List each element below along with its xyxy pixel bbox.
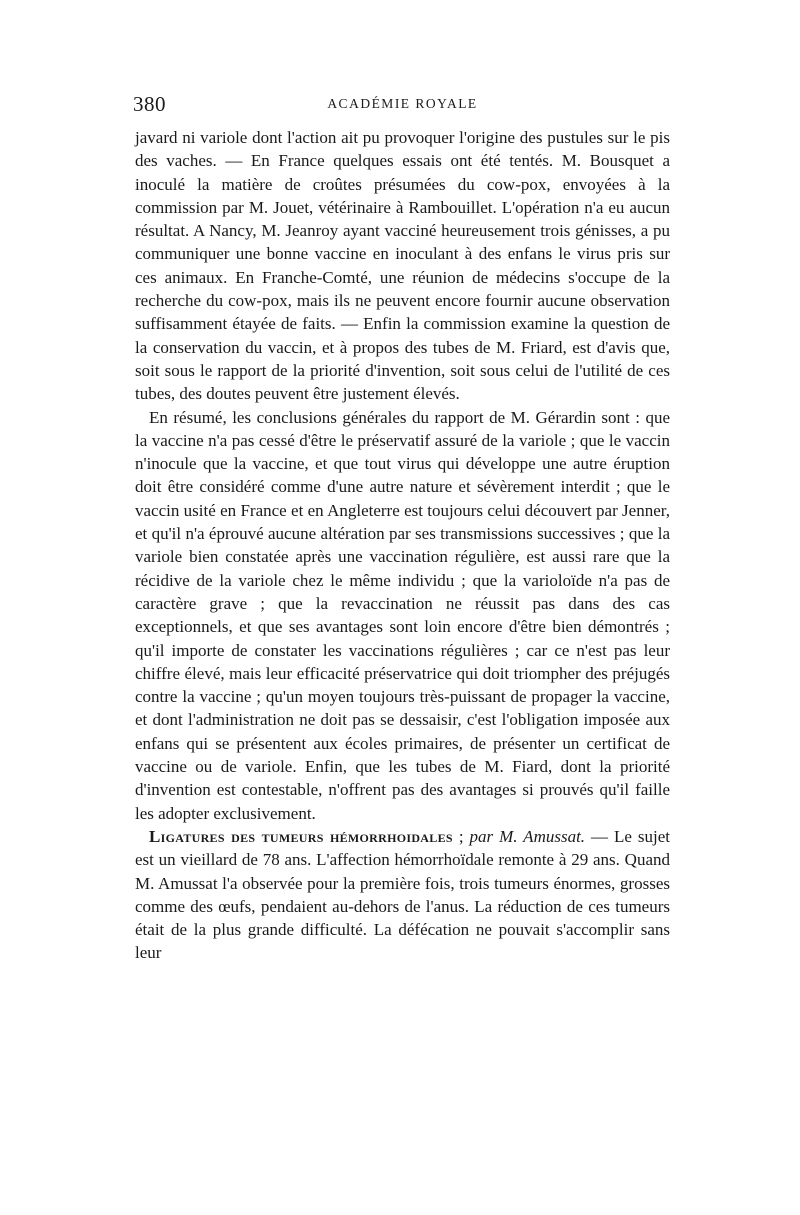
running-head: ACADÉMIE ROYALE: [327, 96, 478, 111]
page-body: [135, 126, 670, 965]
section-heading: Ligatures des tumeurs hémorrhoidales: [149, 826, 453, 846]
paragraph-1: javard ni variole dont l'action ait pu provoquer l'origine des pustules sur le pis des vaches. — En France quelques essais ont été tentés. M. Bousquet a inoculé la matière de croûtes présumées du cow-pox, envoyées à la commission par M. Jouet, vétérinaire à Rambouillet. L'opération n'a eu aucun résultat. A Nancy, M. Jeanroy ayant vacciné heureusement trois génisses, a pu communiquer une bonne vaccine en inoculant à des enfans le virus pris sur ces animaux. En Franche-Comté, une réunion de médecins s'occupe de la recherche du cow-pox, mais ils ne peuvent encore fournir aucune observation suffisamment étayée de faits. — Enfin la commission examine la question de la conservation du vaccin, et à propos des tubes de M. Friard, est d'avis que, soit sous le rapport de la priorité d'invention, soit sous celui de l'utilité de ces tubes, des doutes peuvent être justement élevés.: [135, 128, 670, 404]
section-author: par M. Amussat.: [469, 826, 586, 846]
paragraph-3-text: — Le sujet est un vieillard de 78 ans. L'affection hémorrhoïdale remonte à 29 ans. Quand M. Amussat l'a observée pour la première fois, trois tumeurs énormes, grosses comme des œufs, pendaient au-dehors de l'anus. La réduction de ces tumeurs était de la plus grande difficulté. La défécation ne pouvait s'accomplir sans leur: [135, 826, 670, 963]
page-header: [135, 92, 670, 126]
book-page: [135, 92, 670, 965]
paragraph-2: En résumé, les conclusions générales du rapport de M. Gérardin sont : que la vaccine n'a pas cessé d'être le préservatif assuré de la variole ; que le vaccin n'inocule que la vaccine, et que tout virus qui développe une autre éruption doit être considéré comme d'une autre nature et sévèrement interdit ; que le vaccin usité en France et en Angleterre est toujours celui découvert par Jenner, et qu'il n'a éprouvé aucune altération par ses transmissions successives ; que la variole bien constatée après une vaccination régulière, est aussi rare que la récidive de la variole chez le même individu ; que la varioloïde n'a pas de caractère grave ; que la revaccination ne réussit pas dans des cas exceptionnels, et que ses avantages sont loin encore d'être bien démontrés ; qu'il importe de constater les vaccinations régulières ; car ce n'est pas leur chiffre élevé, mais leur efficacité préservatrice qui doit triompher des préjugés contre la vaccine ; qu'un moyen toujours très-puissant de propager la vaccine, et dont l'administration ne doit pas se dessaisir, c'est l'obligation imposée aux enfans qui se présentent aux écoles primaires, de présenter un certificat de vaccine ou de variole. Enfin, que les tubes de M. Fiard, dont la priorité d'invention est contestable, n'offrent pas des avantages si prouvés qu'il faille les adopter exclusivement.: [135, 407, 670, 823]
heading-separator: ;: [452, 826, 470, 846]
paragraph-3: [135, 825, 670, 965]
page-number: 380: [133, 92, 166, 116]
